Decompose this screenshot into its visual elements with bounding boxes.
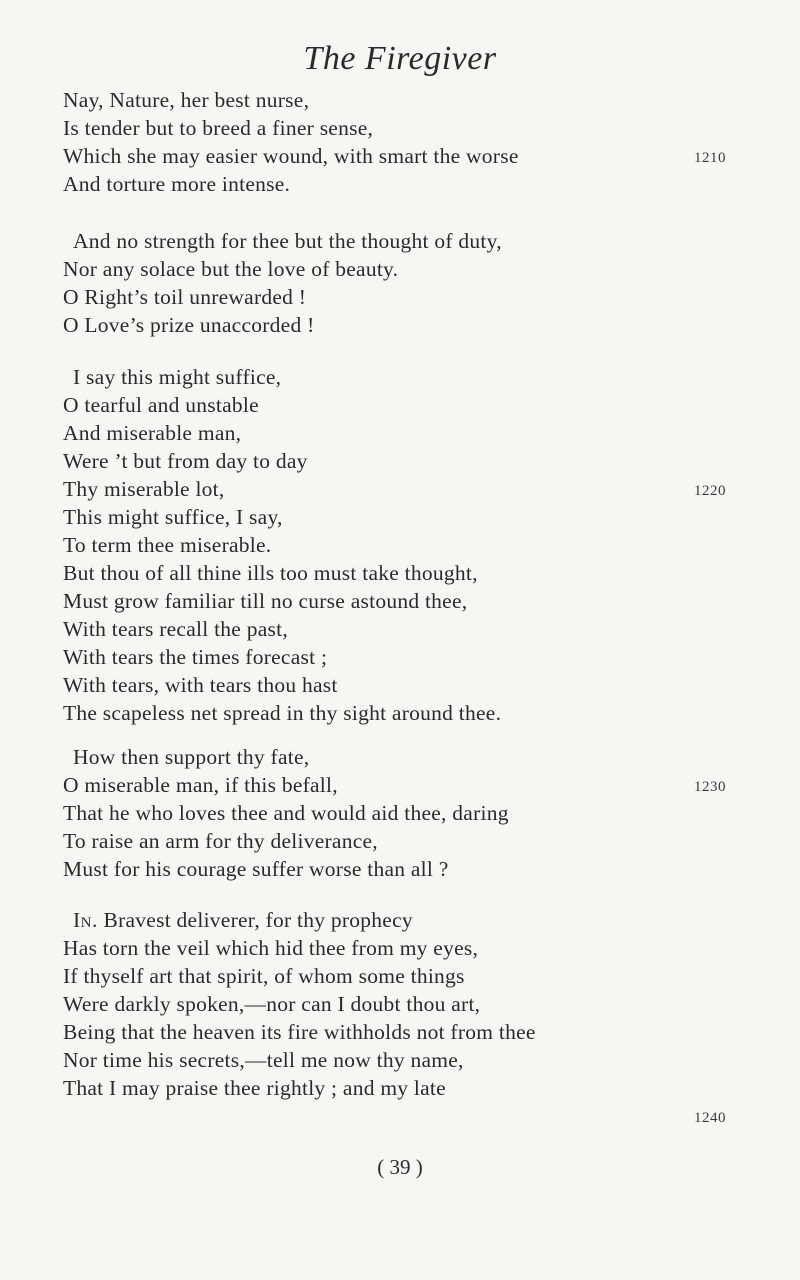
verse-line: O miserable man, if this befall, [63, 773, 338, 797]
verse-line: Must for his courage suffer worse than all ? [63, 857, 449, 881]
verse-line: O Right’s toil unrewarded ! [63, 285, 307, 309]
verse-line: With tears recall the past, [63, 617, 288, 641]
verse-line: To term thee miserable. [63, 533, 272, 557]
line-number: 1230 [694, 779, 726, 795]
line-number: 1210 [694, 150, 726, 166]
verse-line: Nor any solace but the love of beauty. [63, 257, 399, 281]
verse-line: To raise an arm for thy deliverance, [63, 829, 378, 853]
line-number: 1240 [694, 1110, 726, 1126]
speaker-label: In. [73, 908, 98, 932]
verse-line: Being that the heaven its fire withholds not from thee [63, 1020, 536, 1044]
verse-line: The scapeless net spread in thy sight around thee. [63, 701, 502, 725]
verse-line: Is tender but to breed a finer sense, [63, 116, 374, 140]
verse-line: Thy miserable lot, [63, 477, 225, 501]
verse-line: With tears, with tears thou hast [63, 673, 338, 697]
verse-line: Has torn the veil which hid thee from my eyes, [63, 936, 479, 960]
verse-line: I say this might suffice, [73, 365, 282, 389]
verse-line: O tearful and unstable [63, 393, 259, 417]
verse-line: That he who loves thee and would aid thee, daring [63, 801, 509, 825]
verse-line: If thyself art that spirit, of whom some things [63, 964, 465, 988]
verse-line: Were ’t but from day to day [63, 449, 308, 473]
verse-text: Bravest deliverer, for thy prophecy [103, 908, 413, 932]
verse-line: Nay, Nature, her best nurse, [63, 88, 310, 112]
verse-line: Nor time his secrets,—tell me now thy name, [63, 1048, 464, 1072]
verse-line: And no strength for thee but the thought of duty, [73, 229, 502, 253]
verse-line: But thou of all thine ills too must take thought, [63, 561, 478, 585]
verse-line-dialogue [73, 906, 413, 934]
verse-line: Were darkly spoken,—nor can I doubt thou art, [63, 992, 481, 1016]
verse-line: Which she may easier wound, with smart the worse [63, 144, 519, 168]
line-number: 1220 [694, 483, 726, 499]
verse-line: This might suffice, I say, [63, 505, 283, 529]
page-number: ( 39 ) [377, 1155, 423, 1179]
verse-line: O Love’s prize unaccorded ! [63, 313, 315, 337]
verse-line: Must grow familiar till no curse astound thee, [63, 589, 468, 613]
verse-line: With tears the times forecast ; [63, 645, 328, 669]
verse-line: That I may praise thee rightly ; and my late [63, 1076, 446, 1100]
running-head: The Firegiver [303, 40, 497, 77]
verse-line: How then support thy fate, [73, 745, 310, 769]
verse-line: And miserable man, [63, 421, 242, 445]
verse-line: And torture more intense. [63, 172, 291, 196]
